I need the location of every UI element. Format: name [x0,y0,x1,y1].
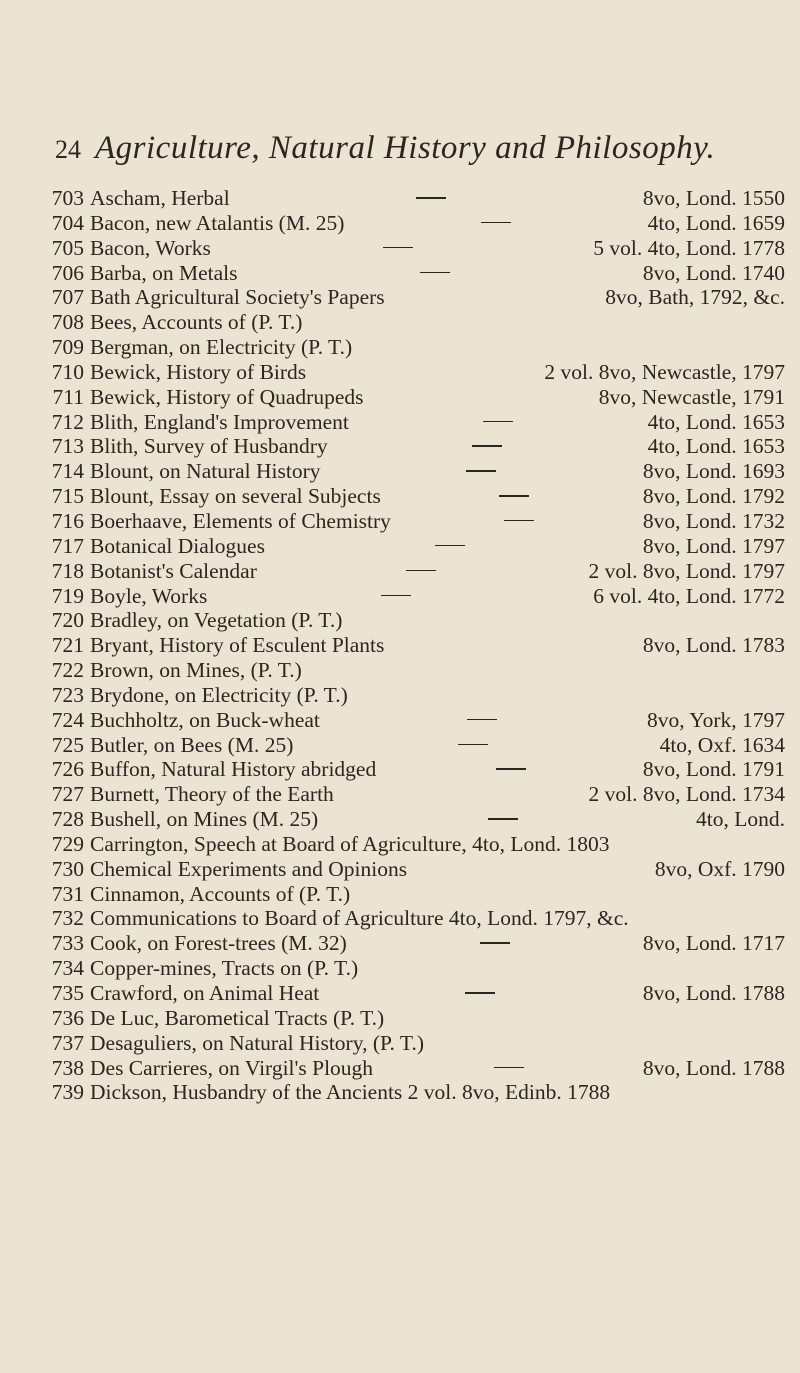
entry-dash-leader [349,419,648,429]
catalogue-entry [42,857,797,882]
entry-title: Blount, Essay on several Subjects [90,484,381,509]
entry-number: 731 [51,881,84,906]
entry-dash-leader [237,270,642,280]
catalogue-entry [42,1056,797,1081]
entry-number: 729 [51,831,84,856]
entry-imprint: 4to, Oxf. 1634 [659,732,785,757]
entry-number: 739 [51,1080,84,1105]
catalogue-entry [42,832,797,857]
entry-imprint: 8vo, Lond. 1732 [642,508,785,533]
entry-title: Blith, Survey of Husbandry [90,434,328,459]
entry-dash-leader [384,642,642,652]
page-number: 24 [55,135,81,164]
catalogue-entry [42,608,797,633]
dash-rule [465,992,495,994]
entry-dash-leader [610,1089,785,1099]
dash-rule [467,719,497,721]
entry-dash-leader [344,220,647,230]
entry-number: 715 [51,484,84,509]
entry-imprint: 8vo, Bath, 1792, &c. [605,285,785,310]
entry-title: Blount, on Natural History [90,459,321,484]
entry-number: 711 [52,384,84,409]
entry-title: Blith, England's Improvement [90,409,349,434]
entry-dash-leader [376,766,643,776]
entry-dash-leader [318,816,696,826]
entry-title: Butler, on Bees (M. 25) [90,732,294,757]
entry-title: De Luc, Barometical Tracts (P. T.) [90,1005,385,1030]
entry-title: Bewick, History of Birds [90,359,307,384]
catalogue-entry [42,733,797,758]
entry-number: 732 [51,906,84,931]
catalogue-entry [42,509,797,534]
entry-number: 728 [51,807,84,832]
entry-dash-leader [265,543,643,553]
catalogue-entry [42,1006,797,1031]
entry-imprint: 8vo, Lond. 1783 [642,633,785,658]
dash-rule [472,445,502,447]
entry-title: Carrington, Speech at Board of Agriculture, 4to, Lond. 1803 [90,831,610,856]
entry-number: 718 [51,558,84,583]
entry-imprint: 6 vol. 4to, Lond. 1772 [593,583,785,608]
entry-number: 737 [51,1030,84,1055]
catalogue-entry [42,931,797,956]
entry-title: Bushell, on Mines (M. 25) [90,807,319,832]
catalogue-entry [42,981,797,1006]
entry-dash-leader [347,940,643,950]
entry-title: Botanical Dialogues [90,533,265,558]
entry-title: Copper-mines, Tracts on (P. T.) [90,956,359,981]
entry-title: Botanist's Calendar [90,558,257,583]
entry-title: Brydone, on Electricity (P. T.) [90,682,348,707]
entry-imprint: 8vo, York, 1797 [647,707,785,732]
catalogue-entry [42,236,797,261]
entry-number: 708 [51,310,84,335]
entry-imprint: 8vo, Oxf. 1790 [654,856,785,881]
entry-imprint: 8vo, Lond. 1550 [642,186,785,210]
catalogue-list [42,186,797,1105]
entry-title: Boerhaave, Elements of Chemistry [90,508,391,533]
entry-title: Bacon, Works [90,235,211,260]
dash-rule [383,247,413,249]
entry-dash-leader [385,294,606,304]
catalogue-entry [42,360,797,385]
dash-rule [420,272,450,274]
catalogue-entry [42,683,797,708]
entry-number: 703 [51,186,84,210]
entry-title: Cook, on Forest-trees (M. 32) [90,931,347,956]
entry-title: Chemical Experiments and Opinions [90,856,408,881]
entry-imprint: 2 vol. 8vo, Newcastle, 1797 [544,359,785,384]
entry-dash-leader [373,1065,643,1075]
entry-dash-leader [391,518,643,528]
entry-imprint: 8vo, Lond. 1788 [642,1055,785,1080]
entry-dash-leader [207,593,593,603]
entry-number: 720 [51,608,84,633]
entry-number: 705 [51,235,84,260]
entry-title: Dickson, Husbandry of the Ancients 2 vol. 8vo, Edinb. 1788 [90,1080,611,1105]
entry-title: Desaguliers, on Natural History, (P. T.) [90,1030,424,1055]
entry-imprint: 5 vol. 4to, Lond. 1778 [593,235,785,260]
catalogue-entry [42,186,797,211]
entry-dash-leader [230,195,643,205]
entry-title: Communications to Board of Agriculture 4to, Lond. 1797, &c. [90,906,629,931]
entry-dash-leader [257,568,589,578]
entry-title: Bryant, History of Esculent Plants [90,633,385,658]
entry-number: 721 [51,633,84,658]
entry-title: Bath Agricultural Society's Papers [90,285,385,310]
entry-imprint: 2 vol. 8vo, Lond. 1734 [588,782,785,807]
entry-number: 733 [51,931,84,956]
entry-dash-leader [629,915,785,925]
entry-imprint: 4to, Lond. 1653 [647,434,785,459]
catalogue-entry [42,385,797,410]
entry-number: 704 [51,210,84,235]
page-header [55,130,775,174]
dash-rule [494,1067,524,1069]
dash-rule [488,818,518,820]
entry-dash-leader [306,369,544,379]
entry-dash-leader [350,891,785,901]
catalogue-entry [42,658,797,683]
catalogue-entry [42,782,797,807]
entry-imprint: 8vo, Lond. 1792 [642,484,785,509]
catalogue-entry [42,211,797,236]
entry-title: Boyle, Works [90,583,208,608]
entry-number: 727 [51,782,84,807]
entry-title: Bradley, on Vegetation (P. T.) [90,608,343,633]
catalogue-entry [42,584,797,609]
entry-dash-leader [381,493,643,503]
entry-dash-leader [407,866,655,876]
catalogue-entry [42,261,797,286]
catalogue-entry [42,633,797,658]
entry-dash-leader [384,1015,785,1025]
dash-rule [416,197,446,199]
catalogue-entry [42,459,797,484]
catalogue-entry [42,285,797,310]
entry-title: Buchholtz, on Buck-wheat [90,707,320,732]
entry-title: Des Carrieres, on Virgil's Plough [90,1055,374,1080]
entry-dash-leader [358,965,785,975]
dash-rule [406,570,436,572]
catalogue-entry [42,1031,797,1056]
entry-dash-leader [293,742,659,752]
entry-imprint: 8vo, Lond. 1797 [642,533,785,558]
entry-dash-leader [609,841,785,851]
entry-number: 710 [51,359,84,384]
entry-imprint: 8vo, Lond. 1693 [642,459,785,484]
catalogue-entry [42,757,797,782]
entry-number: 712 [51,409,84,434]
catalogue-entry [42,484,797,509]
entry-number: 724 [51,707,84,732]
dash-rule [504,520,534,522]
entry-dash-leader [348,692,785,702]
catalogue-entry [42,559,797,584]
catalogue-entry [42,807,797,832]
dash-rule [496,768,526,770]
entry-dash-leader [320,717,647,727]
page-title: Agriculture, Natural History and Philosophy. [95,130,716,166]
entry-imprint: 8vo, Lond. 1740 [642,260,785,285]
entry-number: 722 [51,658,84,683]
entry-imprint: 2 vol. 8vo, Lond. 1797 [588,558,785,583]
dash-rule [381,595,411,597]
entry-number: 717 [51,533,84,558]
entry-title: Brown, on Mines, (P. T.) [90,658,302,683]
entry-number: 714 [51,459,84,484]
entry-number: 709 [51,335,84,360]
entry-title: Bewick, History of Quadrupeds [90,384,364,409]
entry-dash-leader [319,990,643,1000]
entry-title: Barba, on Metals [90,260,238,285]
entry-imprint: 4to, Lond. [696,807,785,832]
entry-dash-leader [352,344,785,354]
entry-dash-leader [342,617,785,627]
catalogue-entry [42,708,797,733]
entry-title: Bees, Accounts of (P. T.) [90,310,303,335]
entry-number: 706 [51,260,84,285]
entry-imprint: 8vo, Lond. 1791 [642,757,785,782]
entry-imprint: 8vo, Lond. 1717 [642,931,785,956]
entry-title: Bergman, on Electricity (P. T.) [90,335,353,360]
dash-rule [483,421,513,423]
entry-dash-leader [302,319,785,329]
entry-number: 736 [51,1005,84,1030]
dash-rule [499,495,529,497]
entry-dash-leader [211,245,593,255]
entry-number: 735 [51,981,84,1005]
entry-dash-leader [302,667,785,677]
entry-title: Burnett, Theory of the Earth [90,782,334,807]
entry-number: 734 [51,956,84,981]
entry-number: 726 [51,757,84,782]
dash-rule [480,942,510,944]
entry-number: 719 [51,583,84,608]
catalogue-entry [42,410,797,435]
catalogue-entry [42,534,797,559]
catalogue-entry [42,335,797,360]
entry-imprint: 4to, Lond. 1659 [647,210,785,235]
catalogue-entry [42,906,797,931]
entry-number: 713 [51,434,84,459]
entry-title: Ascham, Herbal [90,186,230,210]
entry-number: 738 [51,1055,84,1080]
entry-title: Cinnamon, Accounts of (P. T.) [90,881,351,906]
dash-rule [466,470,496,472]
entry-dash-leader [424,1040,785,1050]
entry-dash-leader [363,394,598,404]
entry-number: 723 [51,682,84,707]
catalogue-entry [42,956,797,981]
dash-rule [481,222,511,224]
catalogue-entry [42,1080,797,1105]
dash-rule [435,545,465,547]
dash-rule [458,744,488,746]
entry-number: 725 [51,732,84,757]
entry-dash-leader [334,791,589,801]
entry-imprint: 8vo, Newcastle, 1791 [598,384,785,409]
entry-dash-leader [321,468,643,478]
entry-title: Crawford, on Animal Heat [90,981,320,1005]
catalogue-entry [42,434,797,459]
entry-number: 716 [51,508,84,533]
entry-dash-leader [328,443,648,453]
catalogue-entry [42,310,797,335]
entry-number: 730 [51,856,84,881]
entry-number: 707 [51,285,84,310]
entry-title: Buffon, Natural History abridged [90,757,377,782]
entry-imprint: 4to, Lond. 1653 [647,409,785,434]
catalogue-entry [42,882,797,907]
entry-title: Bacon, new Atalantis (M. 25) [90,210,345,235]
entry-imprint: 8vo, Lond. 1788 [642,981,785,1005]
